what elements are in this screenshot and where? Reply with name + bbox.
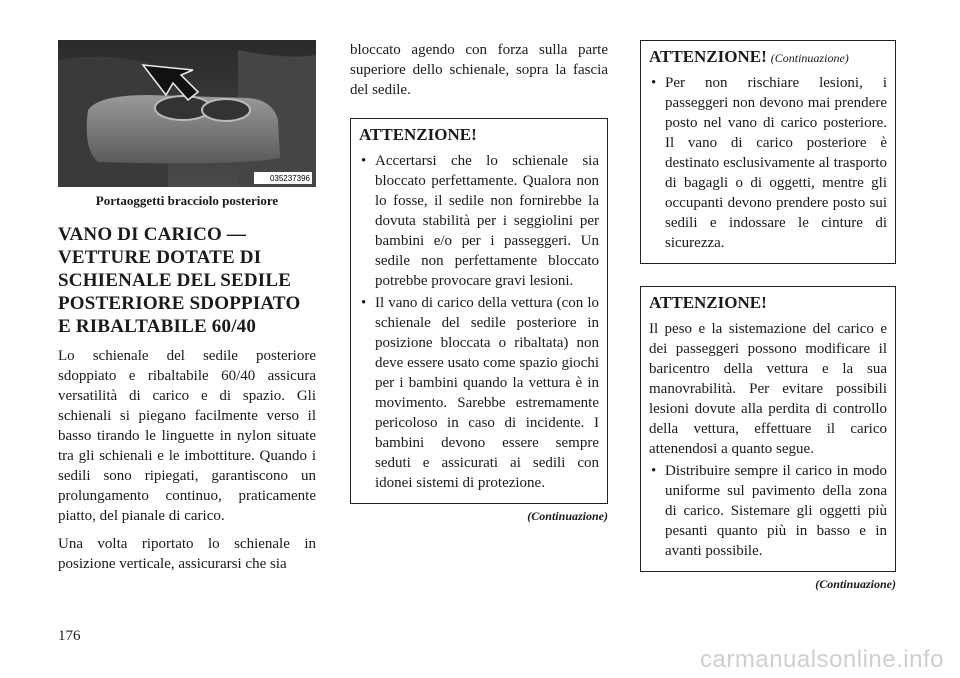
figure-caption: Portaoggetti bracciolo posteriore bbox=[95, 193, 279, 208]
warning-item: • Per non rischiare lesioni, i passeggeri non devono mai prendere posto nel vano di carico posteriore. Il vano di carico posteriore è destinato esclusivamente al trasporto di bagagli o di oggetti, mentre gli occupanti devono prendere posto sui sedili e indossare le cinture di sicurezza. bbox=[649, 73, 887, 253]
warning-list bbox=[649, 73, 887, 253]
section-title: VANO DI CARICO — VETTURE DOTATE DI SCHIENALE DEL SEDILE POSTERIORE SDOPPIATO E RIBALTABILE 60/40 bbox=[58, 224, 301, 337]
warning-title: ATTENZIONE! bbox=[359, 125, 477, 144]
armrest-illustration bbox=[58, 40, 316, 187]
warning-box bbox=[640, 286, 896, 572]
warning-box bbox=[350, 118, 608, 504]
continued-label: (Continuazione) bbox=[527, 509, 608, 523]
warning-title: ATTENZIONE! bbox=[649, 293, 767, 312]
column-left bbox=[58, 40, 316, 574]
warning-box-continued bbox=[640, 40, 896, 264]
continued-label: (Continuazione) bbox=[815, 577, 896, 591]
warning-list bbox=[649, 461, 887, 561]
warning-title: ATTENZIONE! (Continuazione) bbox=[649, 47, 849, 66]
warning-list bbox=[359, 151, 599, 493]
column-middle bbox=[350, 40, 608, 524]
body-paragraph: Una volta riportato lo schienale in posizione verticale, assicurarsi che sia bbox=[58, 536, 316, 572]
warning-item: • Distribuire sempre il carico in modo uniforme sul pavimento della zona di carico. Sistemare gli oggetti più pesanti quanto più in basso e in avanti possibile. bbox=[649, 461, 887, 561]
column-right bbox=[640, 40, 896, 592]
armrest-photo bbox=[58, 40, 316, 187]
warning-item: • Il vano di carico della vettura (con lo schienale del sedile posteriore in posizione bloccata o ribaltata) non deve essere usato come spazio giochi per i bambini quando la vettura è in movimento. Sarebbe estremamente pericoloso in caso di incidente. I bambini devono essere sempre seduti e assicurati ai sedili con idonei sistemi di protezione. bbox=[359, 293, 599, 493]
watermark: carmanualsonline.info bbox=[700, 646, 944, 673]
warning-item: • Accertarsi che lo schienale sia bloccato perfettamente. Qualora non lo fosse, il sedile non fornirebbe la dovuta stabilità per i seggiolini per bambini e/o per i passeggeri. Un sedile non perfettamente bloccato potrebbe provocare gravi lesioni. bbox=[359, 151, 599, 291]
figure-code: 035237396 bbox=[269, 174, 310, 183]
warning-intro: Il peso e la sistemazione del carico e dei passeggeri possono modificare il baricentro della vettura e la sua manovrabilità. Per evitare possibili lesioni dovute alla perdita di controllo della vettura, effettuare il carico attenendosi a quanto segue. bbox=[649, 321, 887, 457]
body-paragraph: Lo schienale del sedile posteriore sdoppiato e ribaltabile 60/40 assicura versatilità di carico e di spazio. Gli schienali si piegano facilmente verso il basso tirando le linguette in nylon situate tra gli schienali e le imbottiture. Quando i sedili sono ripiegati, garantiscono un prolungamento continuo, praticamente piatto, del pianale di carico. bbox=[58, 348, 316, 524]
page-number: 176 bbox=[58, 628, 81, 644]
body-paragraph-continued: bloccato agendo con forza sulla parte superiore dello schienale, sopra la fascia del sedile. bbox=[350, 42, 608, 98]
